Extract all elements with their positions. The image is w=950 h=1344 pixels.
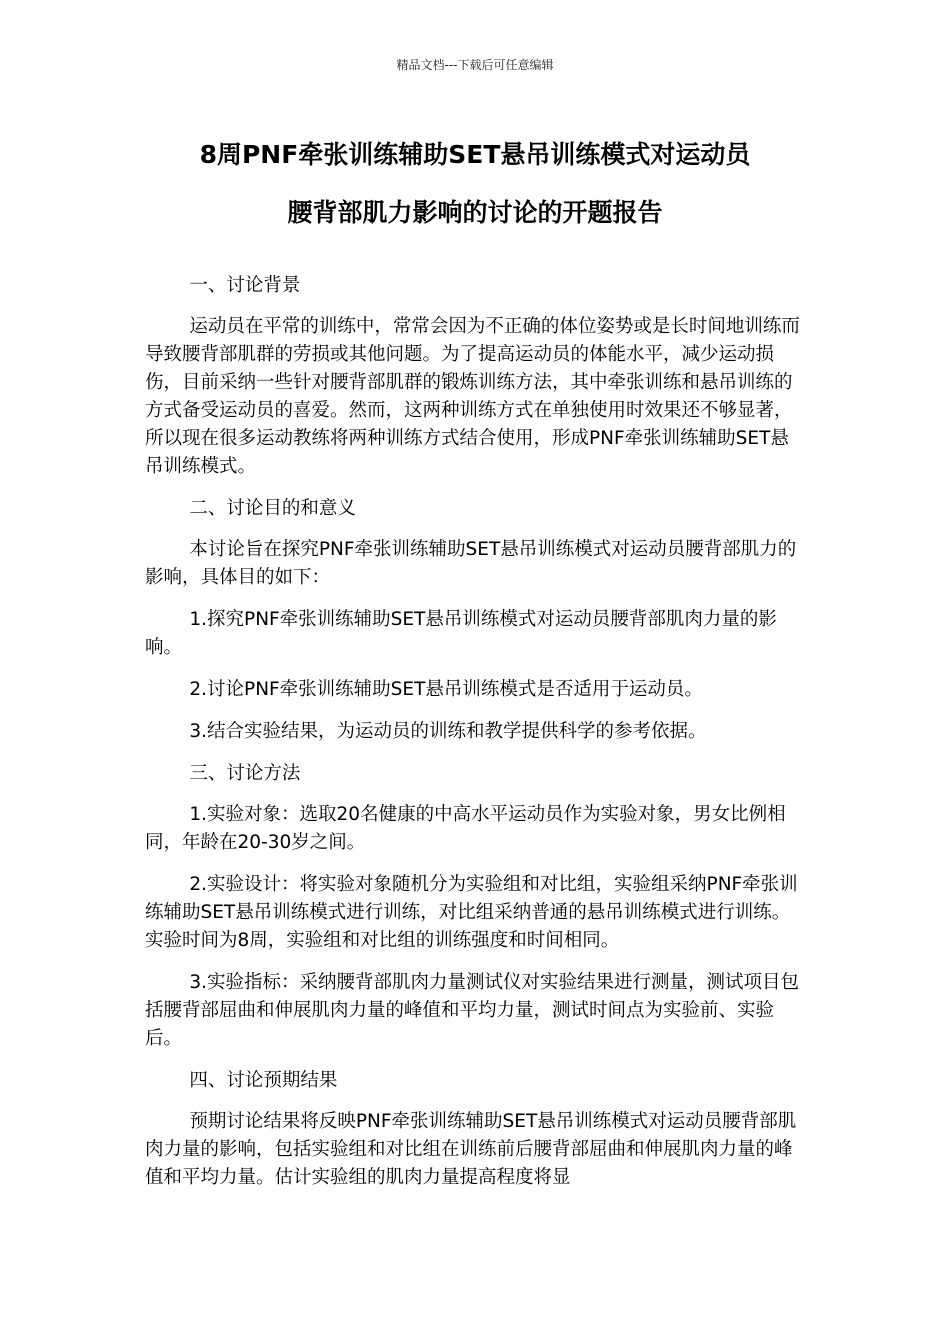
section-heading-purpose: 二、讨论目的和意义 (189, 498, 356, 519)
paragraph-purpose-intro: 本讨论旨在探究PNF牵张训练辅助SET悬吊训练模式对运动员腰背部肌力的影响，具体目的如下： (145, 539, 797, 588)
list-item-method-subjects: 1.实验对象：选取20名健康的中高水平运动员作为实验对象，男女比例相同，年龄在20-30岁之间。 (145, 804, 786, 853)
document-body (145, 272, 807, 1206)
list-item-method-indicators: 3.实验指标：采纳腰背部肌肉力量测试仪对实验结果进行测量，测试项目包括腰背部屈曲和伸展肌肉力量的峰值和平均力量，测试时间点为实验前、实验后。 (145, 972, 800, 1049)
section-heading-methods: 三、讨论方法 (189, 763, 301, 784)
section-heading-expected-results: 四、讨论预期结果 (189, 1070, 338, 1091)
list-item-purpose-1: 1.探究PNF牵张训练辅助SET悬吊训练模式对运动员腰背部肌肉力量的影响。 (145, 609, 777, 658)
list-item-purpose-3: 3.结合实验结果，为运动员的训练和教学提供科学的参考依据。 (189, 721, 707, 742)
paragraph-background: 运动员在平常的训练中，常常会因为不正确的体位姿势或是长时间地训练而导致腰背部肌群的劳损或其他问题。为了提高运动员的体能水平，减少运动损伤，目前采纳一些针对腰背部肌群的锻炼训练方法，其中牵张训练和悬吊训练的方式备受运动员的喜爱。然而，这两种训练方式在单独使用时效果还不够显著，所以现在很多运动教练将两种训练方式结合使用，形成PNF牵张训练辅助SET悬吊训练模式。 (145, 316, 800, 477)
section-heading-background: 一、讨论背景 (189, 275, 301, 296)
list-item-purpose-2: 2.讨论PNF牵张训练辅助SET悬吊训练模式是否适用于运动员。 (189, 679, 703, 700)
document-title-line-2: 腰背部肌力影响的讨论的开题报告 (287, 198, 663, 227)
page-header-note: 精品文档---下载后可任意编辑 (396, 58, 554, 72)
list-item-method-design: 2.实验设计：将实验对象随机分为实验组和对比组，实验组采纳PNF牵张训练辅助SET悬吊训练模式进行训练，对比组采纳普通的悬吊训练模式进行训练。实验时间为8周，实验组和对比组的训练强度和时间相同。 (145, 874, 798, 951)
document-title-line-1: 8周PNF牵张训练辅助SET悬吊训练模式对运动员 (199, 140, 751, 169)
paragraph-expected-results: 预期讨论结果将反映PNF牵张训练辅助SET悬吊训练模式对运动员腰背部肌肉力量的影响，包括实验组和对比组在训练前后腰背部屈曲和伸展肌肉力量的峰值和平均力量。估计实验组的肌肉力量提高程度将显 (145, 1111, 797, 1188)
